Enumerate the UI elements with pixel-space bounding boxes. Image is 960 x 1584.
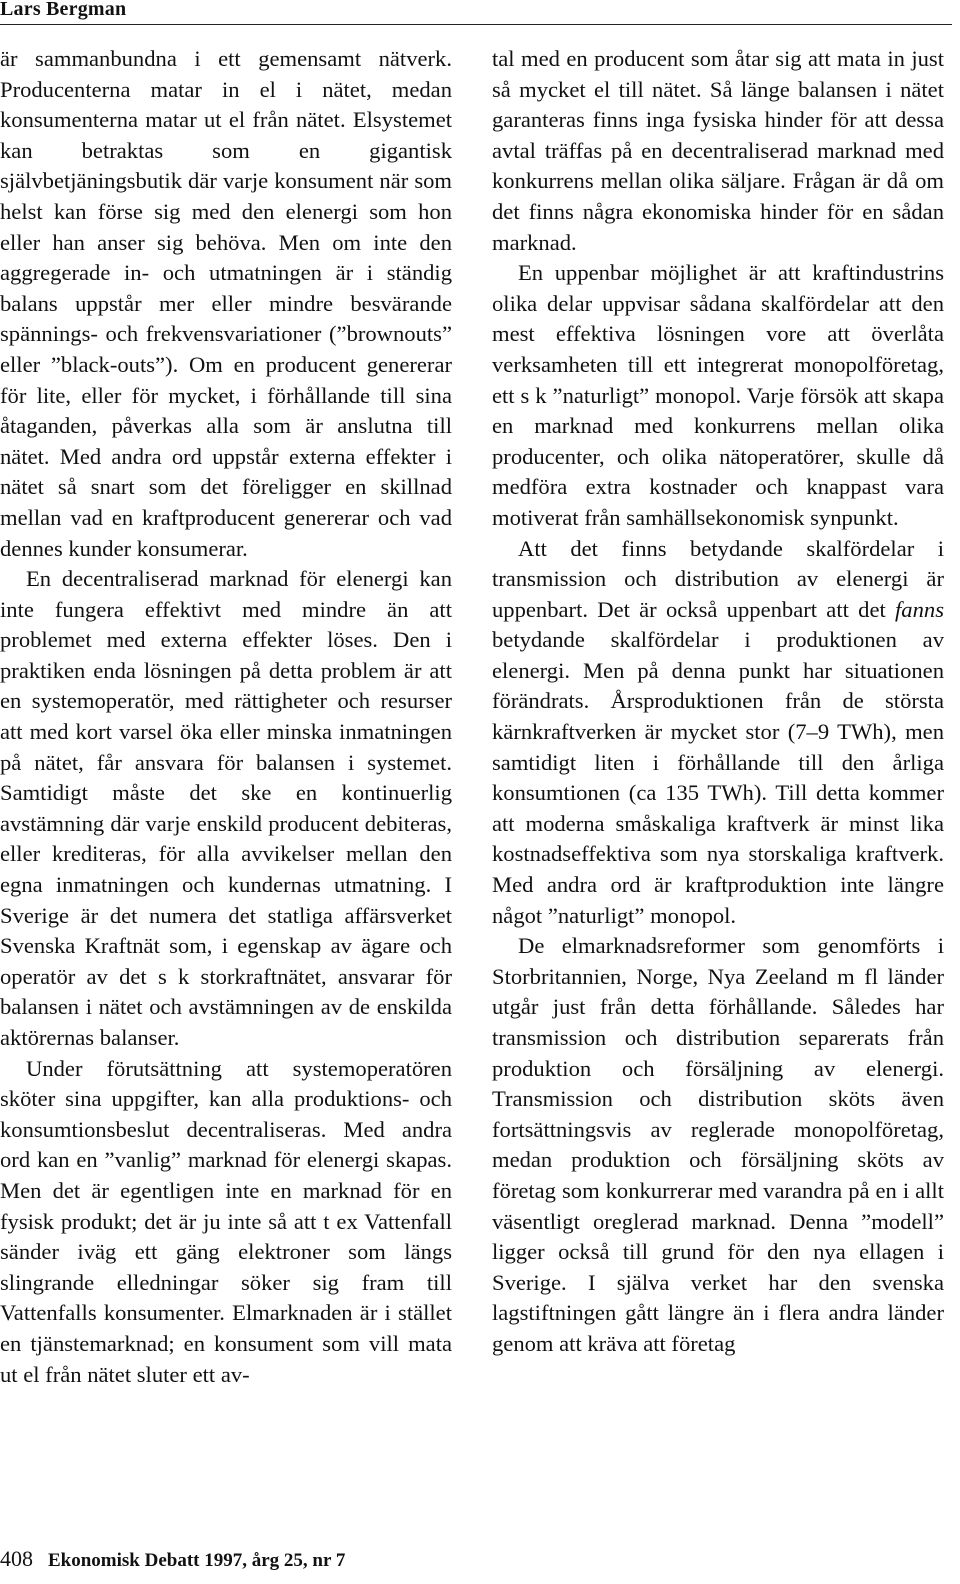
left-column [0, 44, 452, 1390]
running-head [0, 0, 952, 25]
left-paragraph-1: är sammanbundna i ett gemensamt nätverk. Producenterna matar in el i nätet, medan konsumenterna matar ut el från nätet. Elsystemet kan betraktas som en gigantisk självbetjäningsbutik där varje konsument när som helst kan förse sig med den elenergi som hon eller han anser sig behöva. Men om inte den aggregerade in- och utmatningen är i ständig balans uppstår mer eller mindre besvärande spännings- och frekvensvariationer (”brownouts” eller ”black-outs”). Om en producent genererar för lite, eller för mycket, i förhållande till sina åtaganden, påverkas alla som är anslutna till nätet. Med andra ord uppstår externa effekter i nätet så snart som det föreligger en skillnad mellan vad en kraftproducent genererar och vad dennes kunder konsumerar. [0, 46, 452, 561]
paragraph-text: betydande skalfördelar i produktionen av elenergi. Men på denna punkt har situationen förändrats. Årsproduktionen från de största kärnkraftverken är mycket stor (7–9 TWh), men samtidigt liten i förhållande till den årliga konsumtionen (ca 135 TWh). Till detta kommer att moderna småskaliga kraftverk är minst lika kostnadseffektiva som nya storskaliga kraftverk. Med andra ord är kraftproduktion inte längre något ”naturligt” monopol. [492, 627, 944, 928]
author-name: Lars Bergman [0, 0, 127, 20]
left-paragraph-2: En decentraliserad marknad för elenergi kan inte fungera effektivt med mindre än att problemet med externa effekter löses. Den i praktiken enda lösningen på detta problem är att en systemoperatör, med rättigheter och resurser att med kort varsel öka eller minska inmatningen på nätet, får ansvara för balansen i systemet. Samtidigt måste det ske en kontinuerlig avstämning där varje enskild producent debiteras, eller krediteras, för alla avvikelser mellan den egna inmatningen och kundernas utmatning. I Sverige är det numera det statliga affärsverket Svenska Kraftnät som, i egenskap av ägare och operatör av det s k storkraftnätet, ansvarar för balansen i nätet och avstämningen av de enskilda aktörernas balanser. [0, 566, 452, 1050]
emphasized-word: fanns [895, 596, 944, 622]
right-paragraph-4: De elmarknadsreformer som genomförts i Storbritannien, Norge, Nya Zeeland m fl länder utgår just från detta förhållande. Således har transmission och distribution separerats från produktion och försäljning av elenergi. Transmission och distribution sköts även fortsättningsvis av reglerade monopolföretag, medan produktion och försäljning sköts av företag som konkurrerar med varandra på en i allt väsentligt oreglerad marknad. Denna ”modell” ligger också till grund för den nya ellagen i Sverige. I själva verket har den svenska lagstiftningen gått längre än i flera andra länder genom att kräva att företag [492, 933, 944, 1356]
right-paragraph-1: tal med en producent som åtar sig att mata in just så mycket el till nätet. Så länge balansen i nätet garanteras finns inga fysiska hinder för att dessa avtal träffas på en decentraliserad marknad med konkurrens mellan olika säljare. Frågan är då om det finns några ekonomiska hinder för en sådan marknad. [492, 46, 944, 255]
journal-citation: Ekonomisk Debatt 1997, årg 25, nr 7 [48, 1550, 346, 1571]
right-paragraph-2: En uppenbar möjlighet är att kraftindustrins olika delar uppvisar sådana skalfördelar att den mest effektiva lösningen vore att överlåta verksamheten till ett integrerat monopolföretag, ett s k ”naturligt” monopol. Varje försök att skapa en marknad med konkurrens mellan olika producenter, och olika nätoperatörer, skulle då medföra extra kostnader och knappast vara motiverat från samhällsekonomisk synpunkt. [492, 260, 944, 530]
left-paragraph-3: Under förutsättning att systemoperatören sköter sina uppgifter, kan alla produktions- och konsumtionsbeslut decentraliseras. Med andra ord kan en ”vanlig” marknad för elenergi skapas. Men det är egentligen inte en marknad för en fysisk produkt; det är ju inte så att t ex Vattenfall sänder iväg ett gäng elektroner som längs slingrande elledningar söker sig fram till Vattenfalls konsumenter. Elmarknaden är i stället en tjänstemarknad; en konsument som vill mata ut el från nätet sluter ett av- [0, 1055, 452, 1387]
page-number: 408 [0, 1546, 33, 1571]
right-paragraph-3 [492, 534, 944, 932]
page-footer [0, 1546, 345, 1572]
right-column [492, 44, 944, 1360]
paragraph-text: Att det finns betydande skalfördelar i transmission och distribution av elenergi är uppenbart. Det är också uppenbart att det [492, 535, 944, 622]
